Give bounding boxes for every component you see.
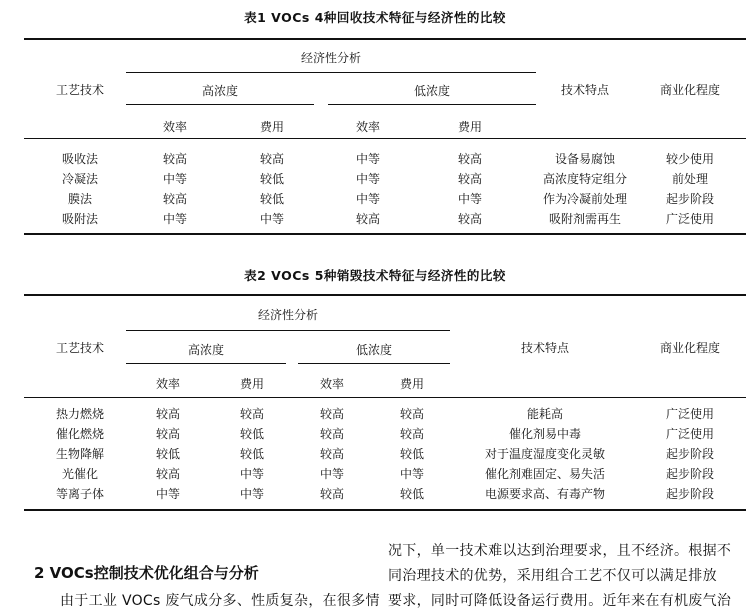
table1-cell: 设备易腐蚀	[554, 152, 615, 166]
table1-header-rule	[24, 138, 746, 139]
table2-cell: 较高	[319, 447, 344, 461]
table1-feature-header: 技术特点	[560, 83, 609, 97]
table1-low-header: 低浓度	[413, 84, 450, 98]
right-paragraph-line: 要求，同时可降低设备运行费用。近年来在有机废气治	[388, 593, 732, 609]
table1-caption: 表1 VOCs 4种回收技术特征与经济性的比较	[244, 10, 506, 25]
table2-cell: 较高	[399, 427, 424, 441]
table1-cell: 广泛使用	[665, 212, 714, 226]
table2-cell: 较高	[239, 407, 264, 421]
table2-cell: 催化剂易中毒	[508, 427, 581, 441]
table1-cell: 较少使用	[665, 152, 714, 166]
table2-cell: 中等	[155, 487, 180, 501]
table1-high-header: 高浓度	[201, 84, 238, 98]
table1-cell: 吸附剂需再生	[548, 212, 621, 226]
table2-economic-header: 经济性分析	[257, 308, 318, 322]
table1-eff-low: 效率	[355, 120, 380, 134]
table1-cell: 较高	[162, 192, 187, 206]
table2-cell: 光催化	[61, 467, 98, 481]
table2-cell: 较低	[239, 427, 264, 441]
table1-cost-high: 费用	[259, 120, 284, 134]
table2-cell: 中等	[239, 487, 264, 501]
table1-cost-low: 费用	[457, 120, 482, 134]
table2-cell: 中等	[399, 467, 424, 481]
table1-bottom-rule	[24, 233, 746, 235]
table2-cell: 能耗高	[526, 407, 563, 421]
table1-cell: 中等	[355, 172, 380, 186]
table2-cell: 较低	[399, 487, 424, 501]
table2-cell: 较低	[399, 447, 424, 461]
table1-commercial-header: 商业化程度	[659, 83, 720, 97]
table1-cell: 较低	[259, 192, 284, 206]
table2-header-rule	[24, 397, 746, 398]
table2-process-header: 工艺技术	[55, 341, 104, 355]
table1-economic-header: 经济性分析	[300, 51, 361, 65]
left-paragraph-line: 由于工业 VOCs 废气成分多、性质复杂，在很多情	[60, 593, 380, 609]
table1-cell: 前处理	[671, 172, 708, 186]
table2-cell: 中等	[319, 467, 344, 481]
table2-low-header: 低浓度	[355, 343, 392, 357]
table2-cell: 较高	[399, 407, 424, 421]
table2-caption: 表2 VOCs 5种销毁技术特征与经济性的比较	[244, 268, 506, 283]
table1-high-rule	[126, 104, 314, 105]
table2-bottom-rule	[24, 509, 746, 511]
table2-cell: 电源要求高、有毒产物	[484, 487, 605, 501]
table2-cell: 热力燃烧	[55, 407, 104, 421]
table2-cost-low: 费用	[399, 377, 424, 391]
table1-cell: 中等	[162, 212, 187, 226]
table2-cell: 等离子体	[55, 487, 104, 501]
table1-economic-rule	[126, 72, 536, 73]
table1-cell: 高浓度特定组分	[542, 172, 627, 186]
table2-cell: 广泛使用	[665, 407, 714, 421]
table1-cell: 较高	[457, 172, 482, 186]
table1-cell: 起步阶段	[665, 192, 714, 206]
table2-cell: 较高	[155, 467, 180, 481]
table1-cell: 中等	[162, 172, 187, 186]
table2-cell: 催化燃烧	[55, 427, 104, 441]
table1-cell: 较高	[162, 152, 187, 166]
table2-top-rule	[24, 294, 746, 296]
table1-cell: 膜法	[67, 192, 92, 206]
table2-cost-high: 费用	[239, 377, 264, 391]
table2-feature-header: 技术特点	[520, 341, 569, 355]
table2-cell: 较低	[239, 447, 264, 461]
table2-cell: 起步阶段	[665, 487, 714, 501]
table2-cell: 对于温度湿度变化灵敏	[484, 447, 605, 461]
table2-eff-high: 效率	[155, 377, 180, 391]
table2-high-header: 高浓度	[187, 343, 224, 357]
table1-eff-high: 效率	[162, 120, 187, 134]
table1-low-rule	[328, 104, 536, 105]
table2-eff-low: 效率	[319, 377, 344, 391]
table1-cell: 吸附法	[61, 212, 98, 226]
table2-cell: 较高	[155, 407, 180, 421]
table2-cell: 催化剂难固定、易失活	[484, 467, 605, 481]
section-heading: 2 VOCs控制技术优化组合与分析	[34, 564, 259, 582]
table1-cell: 中等	[457, 192, 482, 206]
table2-commercial-header: 商业化程度	[659, 341, 720, 355]
table2-cell: 较高	[319, 427, 344, 441]
table2-cell: 中等	[239, 467, 264, 481]
table2-cell: 起步阶段	[665, 467, 714, 481]
table1-cell: 中等	[355, 152, 380, 166]
table2-cell: 较高	[319, 487, 344, 501]
table1-cell: 中等	[259, 212, 284, 226]
table1-cell: 较高	[457, 212, 482, 226]
table2-economic-rule	[126, 330, 450, 331]
table2-cell: 广泛使用	[665, 427, 714, 441]
table1-cell: 中等	[355, 192, 380, 206]
table1-cell: 较低	[259, 172, 284, 186]
right-paragraph-line: 同治理技术的优势，采用组合工艺不仅可以满足排放	[388, 568, 717, 584]
table2-high-rule	[126, 363, 286, 364]
table1-cell: 冷凝法	[61, 172, 98, 186]
table1-cell: 吸收法	[61, 152, 98, 166]
table2-low-rule	[298, 363, 450, 364]
table2-cell: 较高	[319, 407, 344, 421]
right-paragraph-line: 况下，单一技术难以达到治理要求，且不经济。根据不	[388, 543, 732, 559]
table1-cell: 较高	[457, 152, 482, 166]
table2-cell: 生物降解	[55, 447, 104, 461]
table1-process-header: 工艺技术	[55, 83, 104, 97]
table2-cell: 较低	[155, 447, 180, 461]
table2-cell: 起步阶段	[665, 447, 714, 461]
table1-top-rule	[24, 38, 746, 40]
table1-cell: 作为冷凝前处理	[542, 192, 627, 206]
table1-cell: 较高	[259, 152, 284, 166]
table2-cell: 较高	[155, 427, 180, 441]
table1-cell: 较高	[355, 212, 380, 226]
